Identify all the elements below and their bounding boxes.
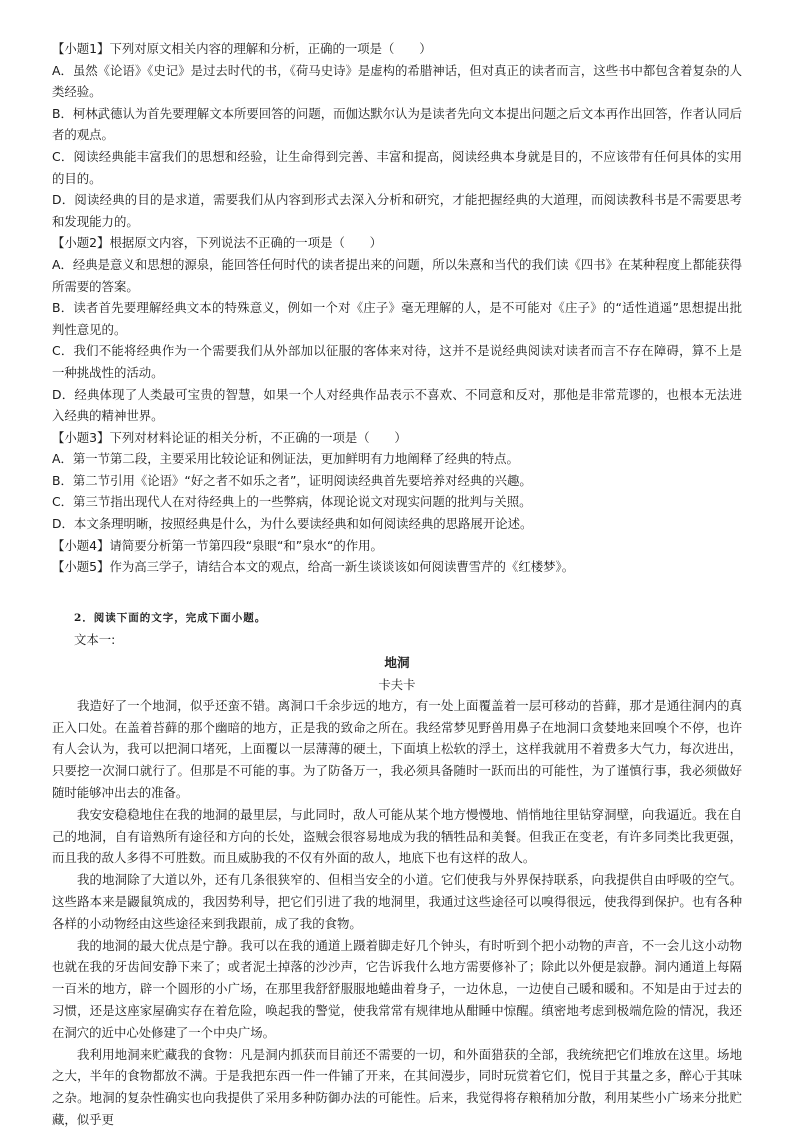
text-one-label: 文本一: <box>74 631 116 647</box>
section2-heading: 2．阅读下面的文字，完成下面小题。 <box>74 611 267 624</box>
story-paragraph-3: 我的地洞除了大道以外，还有几条很狭窄的、但相当安全的小道。它们使我与外界保持联系，向我提供自由呼吸的空气。这些路本来是鼹鼠筑成的，我因势利导，把它们引进了我的地洞里，我通过这些途径可以嗅得很远，使我得到保护。也有各种各样的小动物经由这些途径来到我跟前，成了我的食物。 <box>52 872 742 931</box>
q1-option-a: A．虽然《论语》《史记》是过去时代的书，《荷马史诗》是虚构的希腊神话，但对真正的读者而言，这些书中都包含着复杂的人类经验。 <box>52 62 742 100</box>
q1-stem: 【小题1】下列对原文相关内容的理解和分析，正确的一项是（ ） <box>52 41 432 56</box>
q1-option-b: B．柯林武德认为首先要理解文本所要回答的问题，而伽达默尔认为是读者先向文本提出问题之后文本再作出回答，作者认同后者的观点。 <box>52 105 742 143</box>
story-title: 地洞 <box>384 654 410 670</box>
q3-option-c: C．第三节指出现代人在对待经典上的一些弊病，体现论说文对现实问题的批判与关照。 <box>52 494 532 510</box>
q4-stem: 【小题4】请简要分析第一节第四段“泉眼“和”泉水“的作用。 <box>52 537 383 553</box>
q3-stem: 【小题3】下列对材料论证的相关分析，不正确的一项是（ ） <box>52 429 407 445</box>
q2-option-a: A．经典是意义和思想的源泉，能回答任何时代的读者提出来的问题，所以朱熹和当代的我们读《四书》在某种程度上都能获得所需要的答案。 <box>52 256 742 294</box>
q1-option-c: C．阅读经典能丰富我们的思想和经验，让生命得到完善、丰富和提高，阅读经典本身就是目的，不应该带有任何具体的实用的目的。 <box>52 148 742 186</box>
q5-stem: 【小题5】作为高三学子，请结合本文的观点，给高一新生谈谈该如何阅读曹雪芹的《红楼梦》。 <box>52 559 575 575</box>
q2-option-d: D．经典体现了人类最可宝贵的智慧，如果一个人对经典作品表示不喜欢、不同意和反对，那他是非常荒谬的，也根本无法进入经典的精神世界。 <box>52 386 742 424</box>
q3-option-a: A．第一节第二段，主要采用比较论证和例证法，更加鲜明有力地阐释了经典的特点。 <box>52 451 519 467</box>
q2-option-b: B．读者首先要理解经典文本的特殊意义，例如一个对《庄子》毫无理解的人，是不可能对《庄子》的“适性逍遥”思想提出批判性意见的。 <box>52 300 742 337</box>
story-paragraph-4: 我的地洞的最大优点是宁静。我可以在我的通道上蹑着脚走好几个钟头，有时听到个把小动物的声音，不一会儿这小动物也就在我的牙齿间安静下来了；或者泥土掉落的沙沙声，它告诉我什么地方需要修补了；除此以外便是寂静。洞内通道上每隔一百米的地方，辟一个圆形的小广场，在那里我舒舒服服地蜷曲着身子，一边休息，一边使自己暖和暖和。不知是由于过去的习惯，还是这座家屋确实存在着危险，唤起我的警觉，使我常常有规律地从酣睡中惊醒。缜密地考虑到极端危险的情况，我还在洞穴的近中心处修建了一个中央广场。 <box>52 937 742 1040</box>
story-paragraph-2: 我安安稳稳地住在我的地洞的最里层，与此同时，敌人可能从某个地方慢慢地、悄悄地往里钻穿洞壁，向我逼近。我在自己的地洞，自有谙熟所有途径和方向的长处，盗贼会很容易地成为我的牺牲品和美餐。但我正在变老，有许多同类比我更强，而且我的敌人多得不可胜数。而且威胁我的不仅有外面的敌人，地底下也有这样的敌人。 <box>52 806 742 866</box>
q2-option-c: C．我们不能将经典作为一个需要我们从外部加以征服的客体来对待，这并不是说经典阅读对读者而言不存在障碍，算不上是一种挑战性的活动。 <box>52 343 742 380</box>
story-author: 卡夫卡 <box>378 676 416 692</box>
q2-stem: 【小题2】根据原文内容，下列说法不正确的一项是（ ） <box>52 235 383 251</box>
q3-option-d: D．本文条理明晰，按照经典是什么，为什么要读经典和如何阅读经典的思路展开论述。 <box>52 516 533 532</box>
story-paragraph-5: 我利用地洞来贮藏我的食物：凡是洞内抓获而目前还不需要的一切，和外面猎获的全部，我统统把它们堆放在这里。场地之大，半年的食物都放不满。于是我把东西一件一件铺了开来，在其间漫步，同时玩赏着它们，悦目于其量之多，醉心于其味之杂。地洞的复杂性确实也向我提供了采用多种防御办法的可能性。后来，我觉得将存粮稍加分散，利用某些小广场来分批贮藏，似乎更 <box>52 1046 742 1127</box>
q1-option-d: D．阅读经典的目的是求道，需要我们从内容到形式去深入分析和研究，才能把握经典的大道理，而阅读教科书是不需要思考和发现能力的。 <box>52 192 742 229</box>
q3-option-b: B．第二节引用《论语》“好之者不如乐之者”，证明阅读经典首先要培养对经典的兴趣。 <box>52 472 532 488</box>
story-paragraph-1: 我造好了一个地洞，似乎还蛮不错。离洞口千余步远的地方，有一处上面覆盖着一层可移动的苔藓，那才是通往洞内的真正入口处。在盖着苔藓的那个幽暗的地方，正是我的致命之所在。我经常梦见野兽用鼻子在地洞口贪婪地来回嗅个不停，也许有人会认为，我可以把洞口堵死，上面覆以一层薄薄的硬土，下面填上松软的浮土，这样我就用不着费多大气力，每次进出，只要挖一次洞口就行了。但那是不可能的事。为了防备万一，我必须具备随时一跃而出的可能性，为了谨慎行事，我必须做好随时能够冲出去的准备。 <box>52 697 742 801</box>
section-gap <box>52 578 742 608</box>
